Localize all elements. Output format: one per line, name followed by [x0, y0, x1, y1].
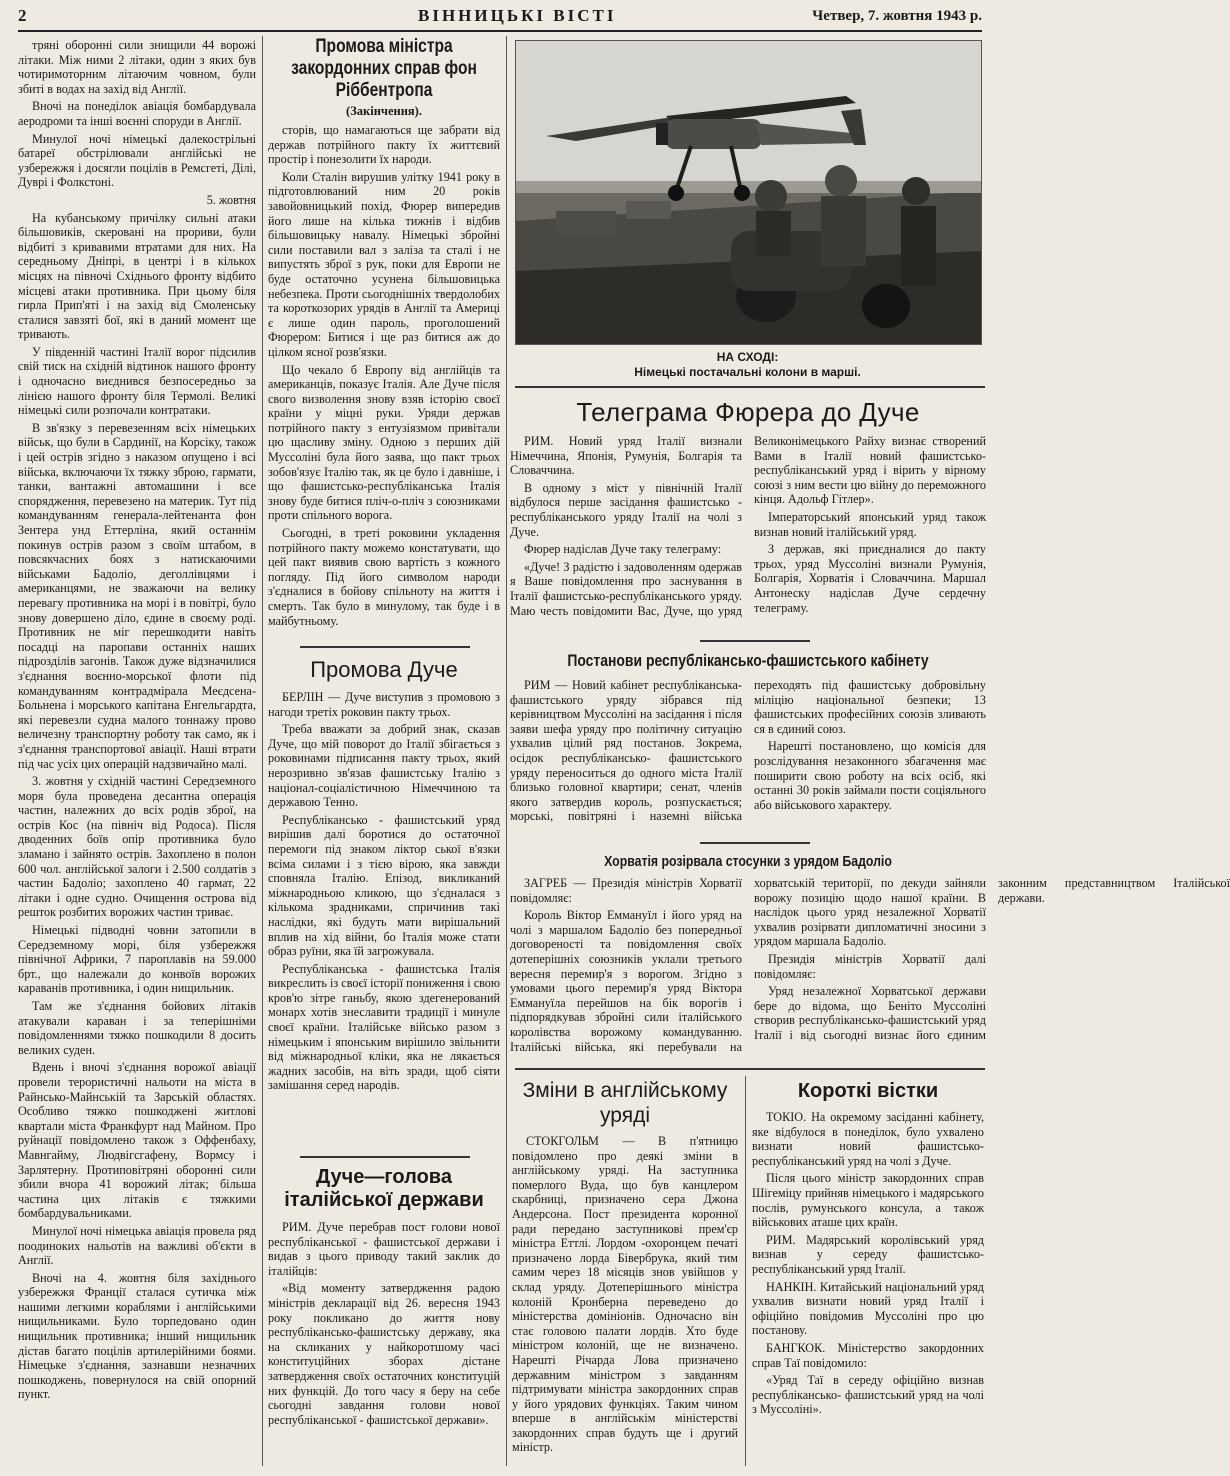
- england-headline: Зміни в англійському уряді: [522, 1079, 728, 1127]
- duce-head-article: [268, 1166, 500, 1470]
- section-divider: [515, 1068, 985, 1070]
- article-paragraph: Король Віктор Еммануїл і його уряд на чолі з маршалом Бадоліо без попередньої договореності та повідомлення своїх дотеперішніх союзників уклали третього вересня перемир'я з ворогом. Згідно з умовами цього перемир'я уряд Віктора Еммануїла перейшов на бік ворогів і підпорядкував збройні сили італійського королівства ворожому командуванню. Італійські війська, які перебували на хорватській території, по декуди зайняли ворожу позицію щодо нашої країни. В наслідок цього уряд незалежної Хорватії ухвалив розірвати дипломатичні зносини з урядом маршала Бадоліо.: [510, 876, 986, 1054]
- croatia-article: [510, 852, 1230, 1062]
- dateline: 5. жовтня: [206, 192, 256, 207]
- article-paragraph: Що чекало б Европу від англійців та американців, показує Італія. Але Дуче після свого визволення знову взяв історію своєї країни у міцні руки. Уряди держав потрійного пакту з ентузіязмом привітали цю щасливу зміну. Одною з перших дій Муссоліні була його заява, що пакт трьох зобов'язує Італію так, як це було і давніше, і що фашистсько-республіканська Італія знову буде битися пліч-о-пліч з союзниками проти спільного ворога.: [268, 362, 500, 523]
- paper-name: ВІННИЦЬКІ ВІСТІ: [418, 6, 617, 25]
- article-paragraph: В зв'язку з перевезенням всіх німецьких військ, що були в Сардинії, на Корсіку, також і цей острів згідно з наказом опущено і всі війська, включаючи їх тяжку зброю, гармати, танки, вантажні автомашини і все спорядження, перевезено на материк. Тут під командуванням генерала-лейтенанта фон Зентера унд Еттерліна, який останнім покинув острів разом з своїм штабом, в повсякчасних боях з натискаючими військами Бадоліо, деголлівцями і американцями, не зважаючи на велику перевагу противника на морі і в повітрі, було знову довершено діло, єдине в своєму роді. Противник не міг перешкодити навіть посадці на паропави останніх наших підрозділів загонів. Також дуже відзначилися з'єднання воєнно-морської флоти під командуванням контрадмірала Меєдсена-Больнена і морського капітана Енгельгардта, які перевезли судна малого тоннажу прово величезну транспортну роботу так само, як і з'єднання транспортової авіації. Наші втрати під час усіх цих операцій надзвичайно малі.: [18, 420, 256, 771]
- article-paragraph: Треба вважати за добрий знак, сказав Дуче, що мій поворот до Італії збігається з роковинами підписання пакту трьох, який нерозривно зв'язав фашистську Італію з націонал-соціалістичною Німеччиною та державою Тенно.: [268, 722, 500, 810]
- article-paragraph: Президія міністрів Хорватії далі повідомляє:: [754, 951, 986, 981]
- article-paragraph: РИМ. Новий уряд Італії визнали Німеччина, Японія, Румунія, Болгарія та Словаччина.: [510, 434, 742, 478]
- section-divider: [700, 640, 810, 642]
- section-divider: [300, 1156, 470, 1158]
- article-paragraph: тряні оборонні сили знищили 44 ворожі літаки. Між ними 2 літаки, один з яких був чотиримоторним літаючим човном, були збиті в водах на захід від Англії.: [18, 38, 256, 96]
- column-divider: [745, 1076, 746, 1466]
- article-paragraph: СТОКГОЛЬМ — В п'ятницю повідомлено про деякі зміни в англійському уряді. На заступника померлого Вуда, що був канцлером скарбниці, призначено сера Джона Андерсона. Пост президента коронної ради передано заступникові прем'єр міністра Еттлі. Лордом -охоронцем печаті призначено лорда Бівербрука, який тим самим через 18 місяців знов увійшов у склад уряду. Дотеперішнього міністра колоній Кронберна переведено до міністерства домініонів. Одночасно він стає головою палати лордів. Хто буде міністром колоній, ще не визначено. Нарешті Річарда Лова призначено державним міністром з завданням підтримувати міністра закордонних справ у його урядових функціях. Таким чином вперше в англійськім міністерстві закордонних справ будуть ще і другий міністр.: [512, 1134, 738, 1455]
- telegram-article: [510, 396, 986, 628]
- article-paragraph: БАНГКОК. Міністерство закордонних справ Таї повідомило:: [752, 1340, 984, 1370]
- article-paragraph: У південній частині Італії ворог підсилив свій тиск на східній відтинок нашого фронту і одночасно виєднився безпосередньо за лінією нашого фронту біля Термолі. Великі німецькі сили розпочали контратаки.: [18, 344, 256, 418]
- news-photo: [515, 40, 982, 345]
- masthead: [18, 4, 982, 32]
- article-paragraph: Минулої ночі німецькі далекострільні батареї обстрілювали англійські не узбережжя і досягли поцілів в Ремсгеті, Ділі, Дуврі і Фолкстоні.: [18, 131, 256, 190]
- article-paragraph: Вночі на понеділок авіація бомбардувала аеродроми та інші воєнні споруди в Англії.: [18, 99, 256, 128]
- croatia-headline: Хорватія розірвала стосунки з урядом Бадоліо: [604, 853, 892, 870]
- article-paragraph: Республікансько - фашистський уряд вирішив далі боротися до остаточної перемоги під знаком ліктор ської в'язки всіма силами і з тією вірою, яка завжди сповняла Італію. Епізод, викликаний міжнародньою кликою, що з'єдналася з кількома зрадниками, спричинив такі наслідки, які будуть мати вирішальний вплив на хід війни, бо Італія може стати образ руїни, яка їй загрожувала.: [268, 812, 500, 959]
- article-paragraph: Нарешті постановлено, що комісія для розслідування незаконного збагачення має поширити свою роботу на всіх осіб, які останні 30 років займали пости соціяльного або військового характеру.: [754, 739, 986, 812]
- telegram-body: [510, 434, 986, 628]
- article-paragraph: На кубанському причілку сильні атаки більшовиків, скеровані на прориви, були відбиті з кривавими втратами для них. На середньому Дніпрі, в центрі і в кількох місцях на півночі Східнього фронту відбито місцеві атаки противника. При цьому біля гирла Прип'яті і на захід від Смоленську сталися завзяті бої, які в даний момент ще тривають.: [18, 210, 256, 342]
- caption-title: НА СХОДІ:: [716, 350, 779, 364]
- article-paragraph: РИМ — Новий кабінет республіканська-фашистського уряду зібрався під керівництвом Муссоліні на засідання і після заяви шефа уряду про політичну ситуацію ухвалив цілий ряд постанов. Зокрема, осідок республікансько- фашистського уряду переноситься до одного міста Італії близько головної квартири; сенат, членів якого затвердив король, розпускається; морські, повітряні і наземні війська переходять під фашистську добровільну міліцію національної безпеки; 13 фашистських професійних союзів зливають ся в єдиний союз.: [510, 678, 986, 824]
- article-paragraph: Вночі на 4. жовтня біля західнього узбережжя Франції сталася сутичка між нашими легкими кораблями і англійськими нищильниками. Було торпедовано один нищильник противника; інший нищильник дістав багато поцілів артилерійними боями. Німецьке з'єднання, зазнавши незначних пошкоджень, повернулося на свій опорний пункт.: [18, 1270, 256, 1402]
- article-paragraph: Фюрер надіслав Дуче таку телеграму:: [524, 542, 722, 557]
- duce-speech-headline: Промова Дуче: [310, 657, 458, 682]
- article-paragraph: Минулої ночі німецька авіація провела ряд поодиноких нальотів на важливі об'єкти в Англії.: [18, 1223, 256, 1268]
- briefs-article: [752, 1078, 984, 1470]
- photo-caption: [515, 350, 980, 380]
- article-paragraph: Імператорський японський уряд також визнав новий італійський уряд.: [754, 509, 986, 539]
- article-paragraph: РИМ. Дуче перебрав пост голови нової республіканської - фашистської держави і видав з цього приводу такий заклик до італійців:: [268, 1220, 500, 1278]
- caption-text: Німецькі постачальні колони в марші.: [634, 365, 861, 379]
- section-divider: [300, 646, 470, 648]
- ribbentrop-subheadline: (Закінчення).: [346, 104, 422, 118]
- article-paragraph: Сьогодні, в треті роковини укладення потрійного пакту можемо констатувати, що цей пакт виявив свою вартість з кожного погляду. Під його символом народи з'єдналися в бойову спільноту на життя і смерть. Так було в минулому, так буде і в майбутньому.: [268, 526, 500, 628]
- column-divider: [506, 36, 507, 1466]
- article-paragraph: В одному з міст у північній Італії відбулося перше засідання фашистсько - республіканського уряду Італії на чолі з Дуче.: [510, 480, 742, 539]
- section-divider: [700, 842, 810, 844]
- cabinet-body: [510, 678, 986, 826]
- article-paragraph: БЕРЛІН — Дуче виступив з промовою з нагоди третіх роковин пакту трьох.: [268, 690, 500, 719]
- telegram-headline: Телеграма Фюрера до Дуче: [576, 397, 920, 427]
- article-paragraph: Там же з'єднання бойових літаків атакували караван і за теперішніми повідомленнями тяжко пошкодили 8 досить великих суден.: [18, 999, 256, 1057]
- article-paragraph: сторів, що намагаються ще забрати від держав потрійного пакту їх життєвий простір і понезолити їх народи.: [268, 123, 500, 167]
- cabinet-headline: Постанови республікансько-фашистського кабінету: [567, 651, 929, 670]
- section-divider: [515, 386, 985, 388]
- article-paragraph: Німецькі підводні човни затопили в Середземному морі, біля узбережжя північної Африки, 7 пароплавів на 59.000 брт., що належали до конвоїв ворожих караванів противника, і один нищильник.: [18, 923, 256, 996]
- cabinet-article: [510, 650, 986, 830]
- article-paragraph: Після цього міністр закордонних справ Шігеміцу прийняв німецького і мадярського послів, румунського консула, а також військових аташе цих країн.: [752, 1171, 984, 1230]
- article-paragraph: «Дуче! З радістю і задоволенням одержав я Ваше повідомлення про заснування в Італії фашистсько-республіканського уряду. Маю честь повідомити Вас, Дуче, що уряд Великонімецького Райху визнає створений Вами в Італії новий фашистсько-республіканський уряд і вірить у вірному союзі з ним вести цю війну до переможного кінця. Адольф Гітлер».: [510, 434, 986, 618]
- croatia-body: [510, 876, 1230, 1060]
- column-divider: [262, 36, 263, 1466]
- article-paragraph: Уряд незалежної Хорватської держави бере до відома, що Беніто Муссоліні створив республікансько-фашистський уряд Італії і від сьогодні визнає його єдиним законним представництвом Італійської держави.: [754, 876, 1230, 1042]
- photo-illustration: [516, 41, 981, 344]
- article-paragraph: ЗАГРЕБ — Президія міністрів Хорватії повідомляє:: [510, 876, 742, 905]
- article-paragraph: «Уряд Таї в середу офіційно визнав республікансько- фашистський уряд на чолі з Муссоліні».: [752, 1373, 984, 1417]
- article-paragraph: НАНКІН. Китайський національний уряд ухвалив визнати новий уряд Італії і офіційно повідомив Муссоліні про цю постанову.: [752, 1279, 984, 1338]
- england-article: [512, 1078, 738, 1470]
- page-number: 2: [18, 6, 27, 25]
- duce-speech-article: [268, 656, 500, 1150]
- article-paragraph: З держав, які приєдналися до пакту трьох, уряд Муссоліні визнали Румунія, Болгарія, Хорватія і Словаччина. Маршал Антонеску надіслав Дуче сердечну телеграму.: [754, 542, 986, 615]
- article-paragraph: Вдень і вночі з'єднання ворожої авіації провели терористичні нальоти на міста в Райнсько-Майнській та Зарській областях. Особливо тяжко пошкоджені житлові квартали міста Франкфурт над Майном. Про руйнації повідомлено також з Оффенбаху, Мавнгайму, Людвігсгафену, Вормсу і Зарлятерну. Протиповітряні оборонні сили збили вчора 41 ворожий літак; більша частина цих літаків є тяжкими бомбардувальниками.: [18, 1060, 256, 1221]
- article-paragraph: ТОКІО. На окремому засіданні кабінету, яке відбулося в понеділок, було ухвалено визнати новий фашистсько-республіканський уряд на чолі з Дуче.: [752, 1110, 984, 1168]
- article-paragraph: Республіканська - фашистська Італія викреслить із своєї історії пониження і свою кров'ю зітре ганьбу, якою здегенерований монарх хотів знеславити традиції і минуле своєї країни. Італійське військо разом з німецьким і японським вирішило звільнити від міжнародньої кліки, яка не лякається жадних засобів, на віть зради, щоб сіяти замішання серед народів.: [268, 961, 500, 1093]
- duce-head-headline: Дуче—голова італійської держави: [284, 1166, 484, 1211]
- article-paragraph: РИМ. Мадярський королівський уряд визнав у середу фашистсько-республіканський уряд Італії.: [752, 1232, 984, 1276]
- article-paragraph: «Від моменту затвердження радою міністрів декларації від 26. вересня 1943 року покликано до життя нову республікансько-фашистську державу, яка на скликаних у найкоротшому часі конституційних зборах дістане затвердження своїх остаточних конституцій них функцій. До того часу я беру на себе сьогодні завдання голови нової республіканської - фашистської держави».: [268, 1281, 500, 1427]
- ribbentrop-article: [268, 36, 500, 644]
- ribbentrop-headline: Промова міністра закордонних справ фон Ріббентропа: [291, 36, 477, 101]
- briefs-headline: Короткі вістки: [797, 1080, 939, 1102]
- issue-date: Четвер, 7. жовтня 1943 р.: [812, 8, 982, 24]
- article-paragraph: 3. жовтня у східній частині Середземного моря була проведена десантна операція частин, належних до всіх родів зброї, на острів Кос (на північ від Родоса). Після дводенних боїв опір противника було зламано і зайнято острів. Захоплено в полон 600 чол. англійської залоги і 2.500 солдатів з частин Бадоліо; захоплено 40 гармат, 22 літаки і одне судно. Очищення острова від решток розбитих ворожих частин триває.: [18, 774, 256, 920]
- war-report-column: [18, 38, 256, 1470]
- article-paragraph: Коли Сталін вирушив улітку 1941 року в підготовлюваний ним 20 років завойовницький похід, Фюрер випередив його лише на кілька тижнів і відбив більшовицьку навалу. Німецькі збройні сили поставили вал з заліза та сталі і не випустять зброї з рук, поки для Европи не буде остаточно усунена більшовицька небезпека. Проти сьогоднішніх твердолобих та короткозорих урядів в Англії та Америці є лише один пароль, проголошений Фюрером: Битися і ще раз битися аж до цілком ясної розв'язки.: [268, 169, 500, 359]
